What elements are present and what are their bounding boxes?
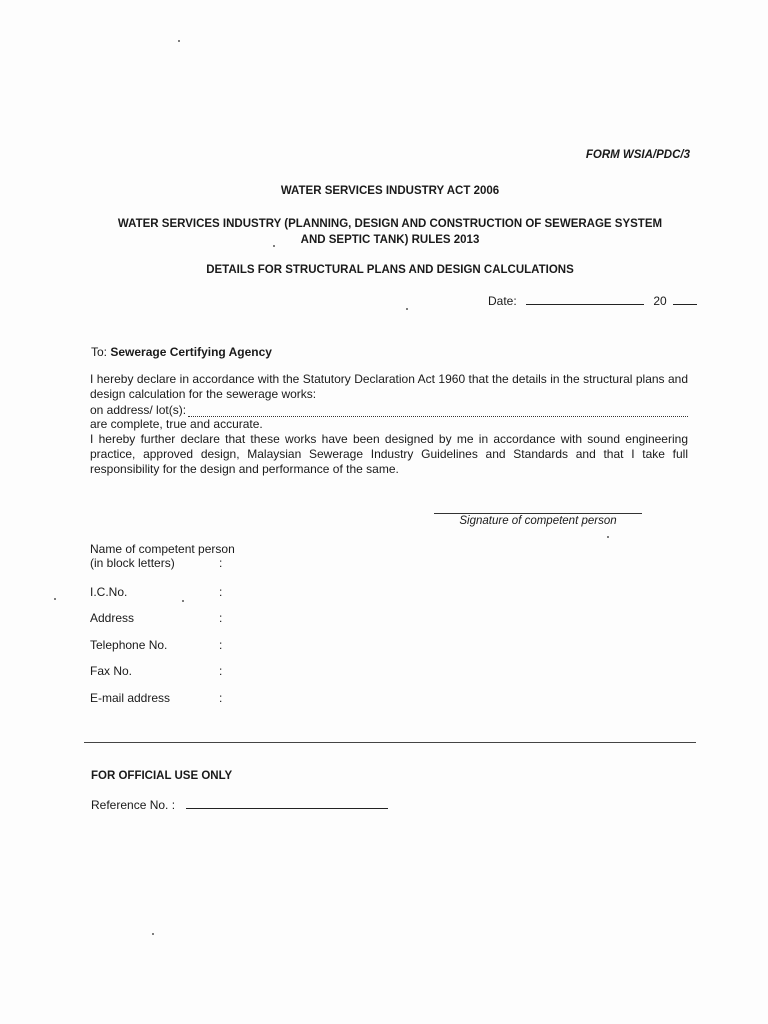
form-code: FORM WSIA/PDC/3 (585, 149, 690, 161)
section-divider (84, 742, 696, 743)
date-day-month-field[interactable] (526, 292, 644, 305)
telephone-label: Telephone No. (90, 638, 168, 652)
address-label: Address (90, 611, 135, 625)
address-colon: : (219, 611, 223, 625)
scan-speck (54, 598, 56, 600)
scan-speck (178, 40, 180, 42)
name-label-line1: Name of competent person (90, 542, 235, 556)
telephone-colon: : (219, 638, 223, 652)
reference-label: Reference No. : (91, 798, 176, 812)
rules-heading-line2: AND SEPTIC TANK) RULES 2013 (300, 234, 480, 246)
signature-line[interactable] (434, 513, 642, 514)
rules-heading (90, 216, 690, 248)
fax-colon: : (219, 664, 223, 678)
scan-speck (406, 308, 408, 310)
date-label: Date: (488, 294, 517, 308)
reference-row (91, 797, 388, 812)
address-lot-field[interactable] (188, 405, 688, 417)
act-heading: WATER SERVICES INDUSTRY ACT 2006 (280, 185, 500, 197)
document-title: DETAILS FOR STRUCTURAL PLANS AND DESIGN CALCULATIONS (206, 264, 574, 276)
date-year-field[interactable] (673, 292, 697, 305)
scan-speck (182, 600, 184, 602)
declaration-paragraph-2: are complete, true and accurate. (90, 417, 263, 431)
date-row (488, 292, 697, 308)
official-use-heading: FOR OFFICIAL USE ONLY (91, 770, 233, 782)
recipient-name: Sewerage Certifying Agency (110, 345, 272, 359)
address-lot-label: on address/ lot(s): (90, 403, 187, 417)
signature-caption: Signature of competent person (459, 515, 617, 527)
name-colon: : (219, 556, 223, 570)
scan-speck (607, 536, 609, 538)
to-prefix: To: (91, 345, 108, 359)
scan-speck (152, 933, 154, 935)
fax-label: Fax No. (90, 664, 133, 678)
declaration-paragraph-3: I hereby further declare that these works have been designed by me in accordance with sound engineering practice, approved design, Malaysian Sewerage Industry Guidelines and Standards and that I take full responsibility for the design and performance of the same. (90, 432, 688, 476)
date-year-prefix: 20 (653, 294, 667, 308)
email-label: E-mail address (90, 691, 171, 705)
ic-no-colon: : (219, 585, 223, 599)
name-label-line2: (in block letters) (90, 556, 175, 570)
rules-heading-line1: WATER SERVICES INDUSTRY (PLANNING, DESIGN AND CONSTRUCTION OF SEWERAGE SYSTEM (117, 218, 663, 230)
declaration-paragraph-1: I hereby declare in accordance with the Statutory Declaration Act 1960 that the details in the structural plans and design calculation for the sewerage works: (90, 372, 688, 401)
recipient-line (91, 345, 272, 359)
ic-no-label: I.C.No. (90, 585, 128, 599)
reference-field[interactable] (186, 797, 388, 809)
email-colon: : (219, 691, 223, 705)
address-row (90, 403, 688, 417)
name-field-label (90, 542, 235, 570)
